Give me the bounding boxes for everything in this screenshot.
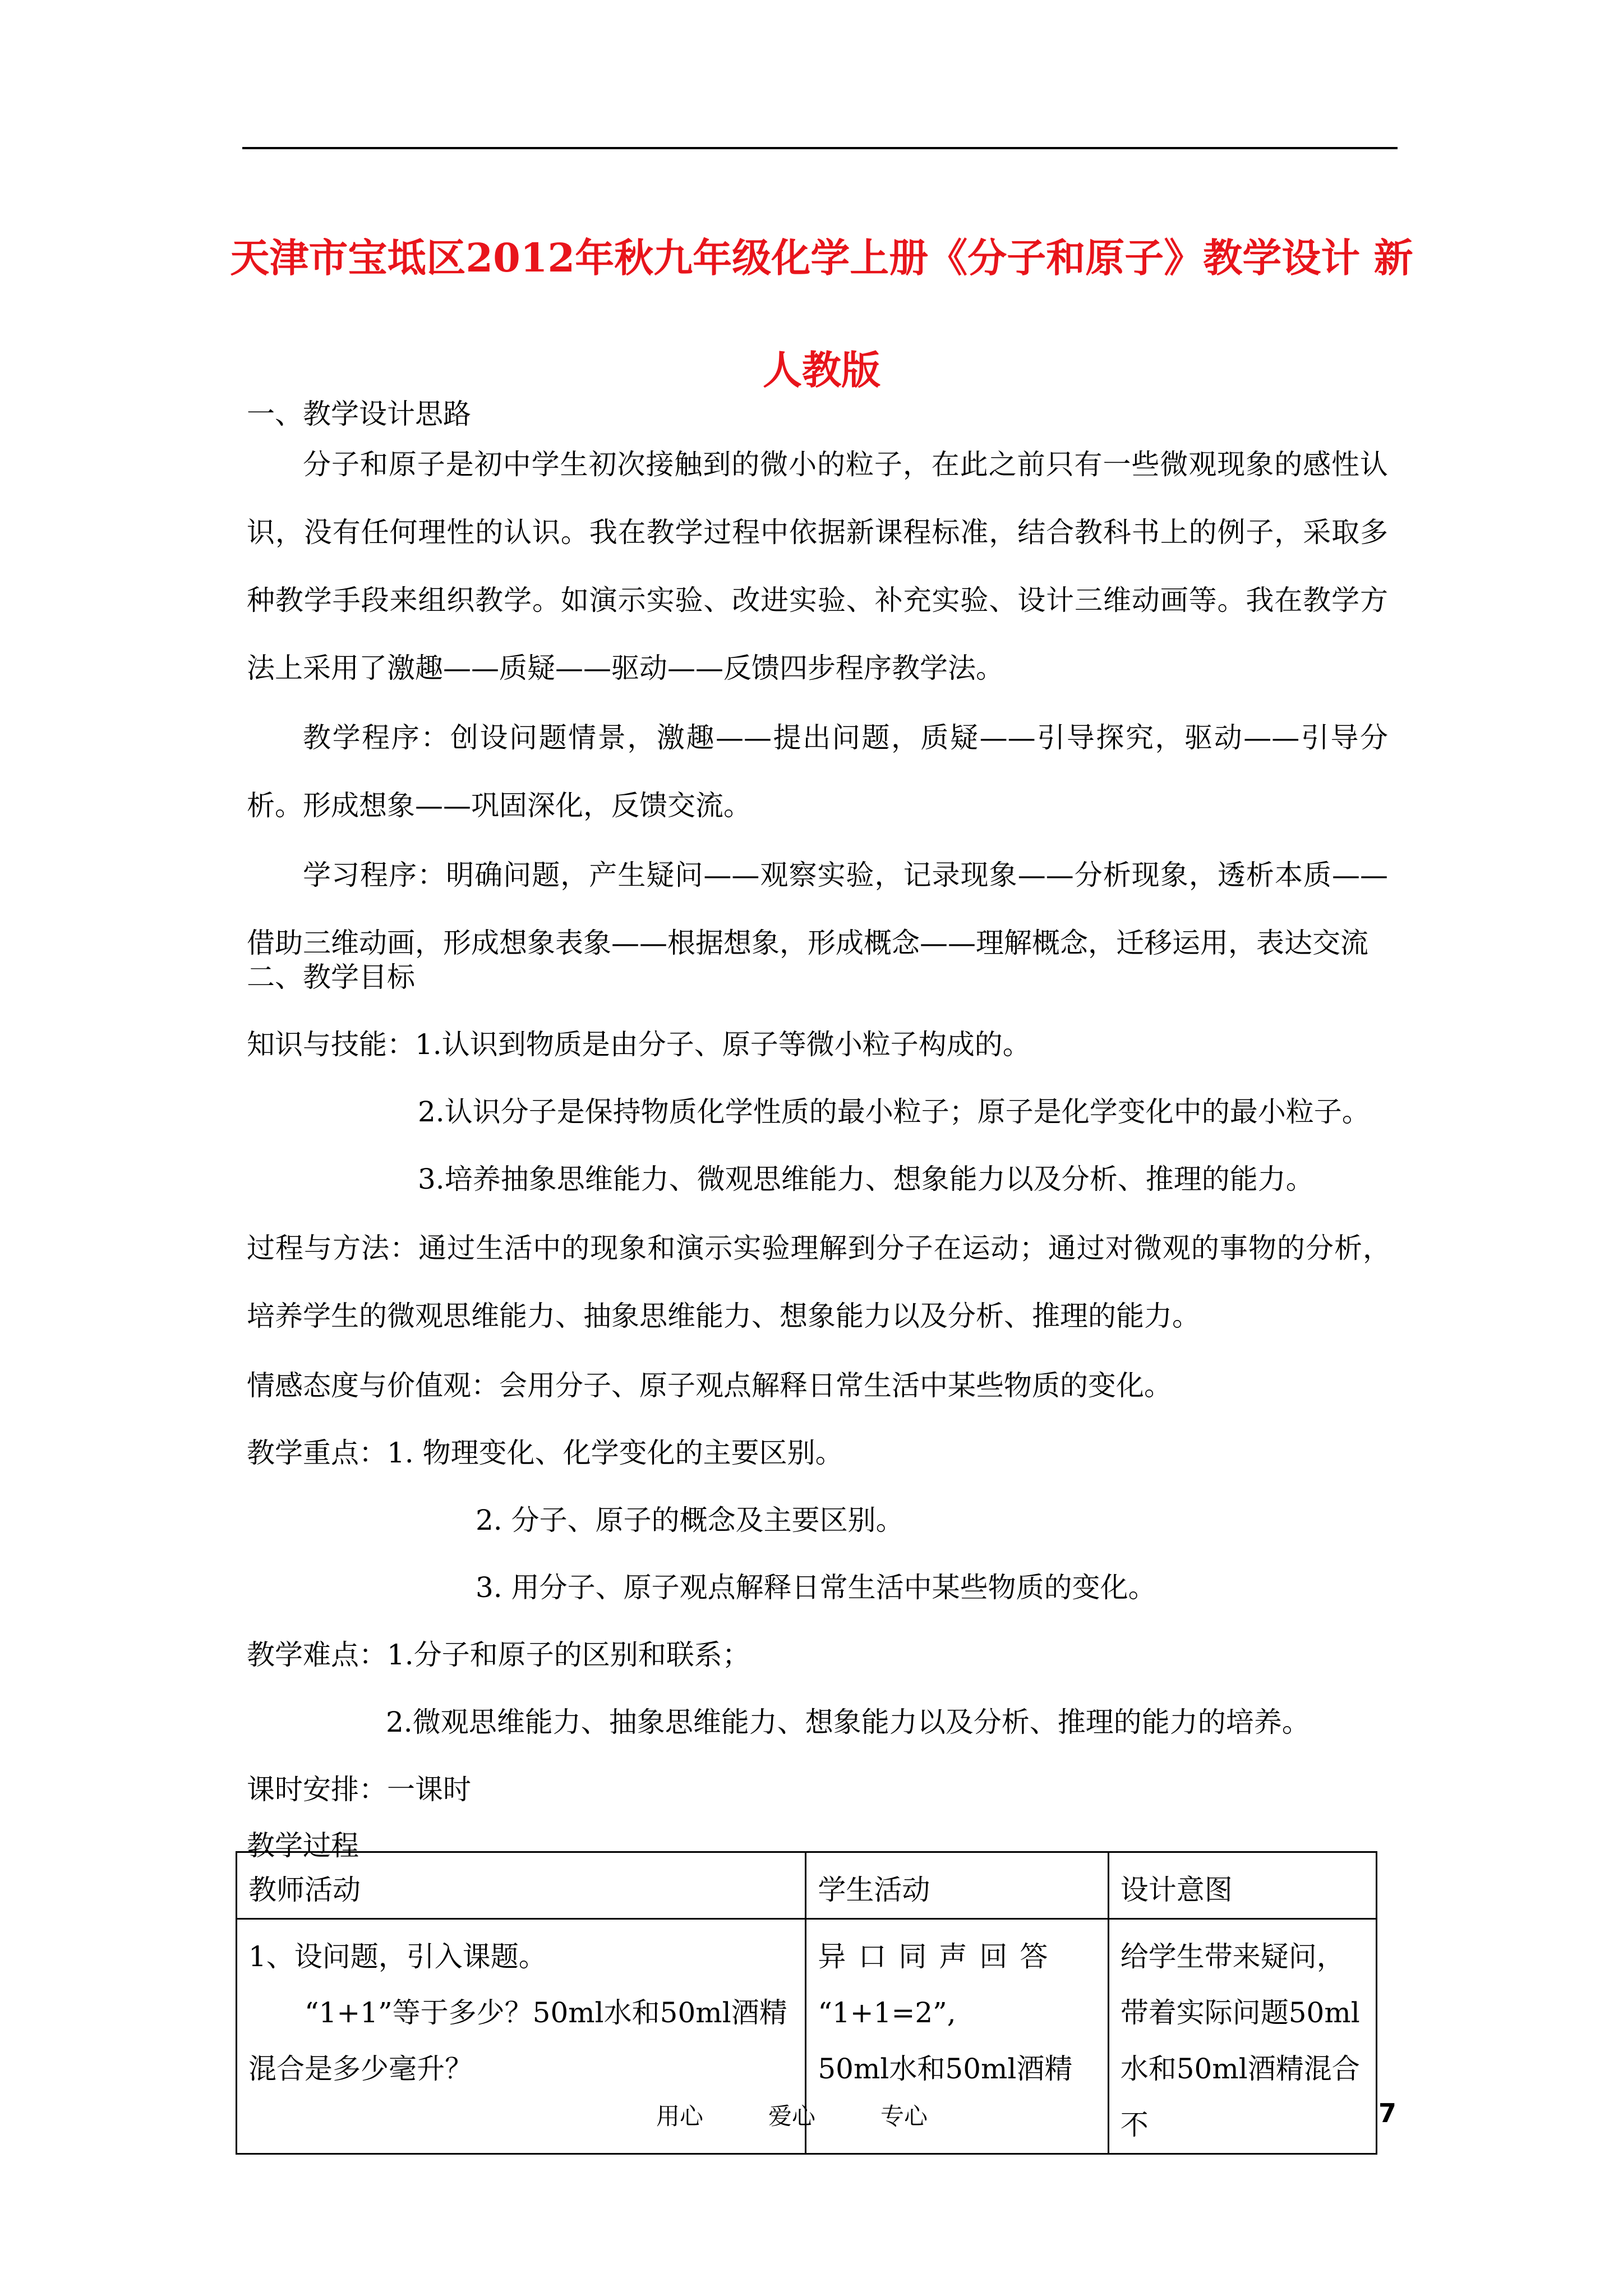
student-activity-line-2: “1+1=2”,	[818, 1996, 956, 2029]
footer-text-b: 爱心	[768, 2102, 816, 2130]
table-header-row	[237, 1852, 1377, 1919]
teaching-procedure-paragraph	[247, 704, 1388, 840]
header-student-activity: 学生活动	[806, 1852, 1108, 1919]
footer-text-a: 用心	[656, 2102, 704, 2130]
learning-procedure-paragraph	[247, 841, 1388, 977]
key-point-3: 3. 用分子、原子观点解释日常生活中某些物质的变化。	[476, 1571, 1156, 1604]
teacher-activity-line-2: “1+1”等于多少？50ml水和50ml酒精混合是多少毫升？	[248, 1996, 787, 2085]
key-point-2: 2. 分子、原子的概念及主要区别。	[476, 1504, 904, 1536]
paragraph-1: 分子和原子是初中学生初次接触到的微小的粒子，在此之前只有一些微观现象的感性认识，没有任何理性的认识。我在教学过程中依据新课程标准，结合教科书上的例子，采取多种教学手段来组织教学。如演示实验、改进实验、补充实验、设计三维动画等。我在教学方法上采用了激趣——质疑——驱动——反馈四步程序教学法。	[247, 448, 1388, 684]
student-activity-line-1: 异口同声回答	[818, 1940, 1061, 1973]
header-design-intent: 设计意图	[1108, 1852, 1376, 1919]
design-intent-text: 给学生带来疑问，带着实际问题50ml水和50ml酒精混合不	[1120, 1940, 1360, 2141]
difficulty-1: 教学难点：1.分子和原子的区别和联系；	[247, 1639, 750, 1671]
knowledge-goal-1: 知识与技能：1.认识到物质是由分子、原子等微小粒子构成的。	[247, 1028, 1031, 1061]
process-method-text: 过程与方法：通过生活中的现象和演示实验理解到分子在运动；通过对微观的事物的分析，培养学生的微观思维能力、抽象思维能力、想象能力以及分析、推理的能力。	[247, 1232, 1391, 1332]
key-point-1: 教学重点：1. 物理变化、化学变化的主要区别。	[247, 1437, 843, 1469]
student-activity-line-3: 50ml水和50ml酒精	[818, 2053, 1073, 2085]
schedule-line: 课时安排：一课时	[247, 1773, 471, 1806]
design-intent-cell	[1108, 1919, 1376, 2154]
header-teacher-activity: 教师活动	[237, 1852, 806, 1919]
knowledge-goal-2: 2.认识分子是保持物质化学性质的最小粒子；原子是化学变化中的最小粒子。	[418, 1096, 1370, 1128]
process-method-paragraph	[247, 1214, 1391, 1350]
section-heading-design-idea: 一、教学设计思路	[247, 398, 471, 430]
process-heading: 教学过程	[247, 1829, 359, 1862]
footer-text-c: 专心	[880, 2102, 928, 2130]
document-title: 天津市宝坻区2012年秋九年级化学上册《分子和原子》教学设计 新人教版	[230, 234, 1413, 393]
knowledge-goal-3: 3.培养抽象思维能力、微观思维能力、想象能力以及分析、推理的能力。	[418, 1163, 1314, 1195]
student-activity-cell	[806, 1919, 1108, 2154]
difficulty-2: 2.微观思维能力、抽象思维能力、想象能力以及分析、推理的能力的培养。	[386, 1706, 1310, 1738]
header-rule	[242, 147, 1398, 149]
emotion-goal: 情感态度与价值观：会用分子、原子观点解释日常生活中某些物质的变化。	[247, 1369, 1172, 1402]
page-number: 7	[1378, 2098, 1397, 2128]
paragraph-2: 教学程序：创设问题情景，激趣——提出问题，质疑——引导探究，驱动——引导分析。形成想象——巩固深化，反馈交流。	[247, 721, 1388, 822]
design-idea-paragraph	[247, 431, 1388, 702]
teacher-activity-line-1: 1、设问题，引入课题。	[248, 1940, 547, 1973]
teacher-activity-cell	[237, 1919, 806, 2154]
section-heading-goals: 二、教学目标	[247, 961, 415, 993]
paragraph-3: 学习程序：明确问题，产生疑问——观察实验，记录现象——分析现象，透析本质——借助三维动画，形成想象表象——根据想象，形成概念——理解概念，迁移运用，表达交流	[247, 859, 1388, 959]
